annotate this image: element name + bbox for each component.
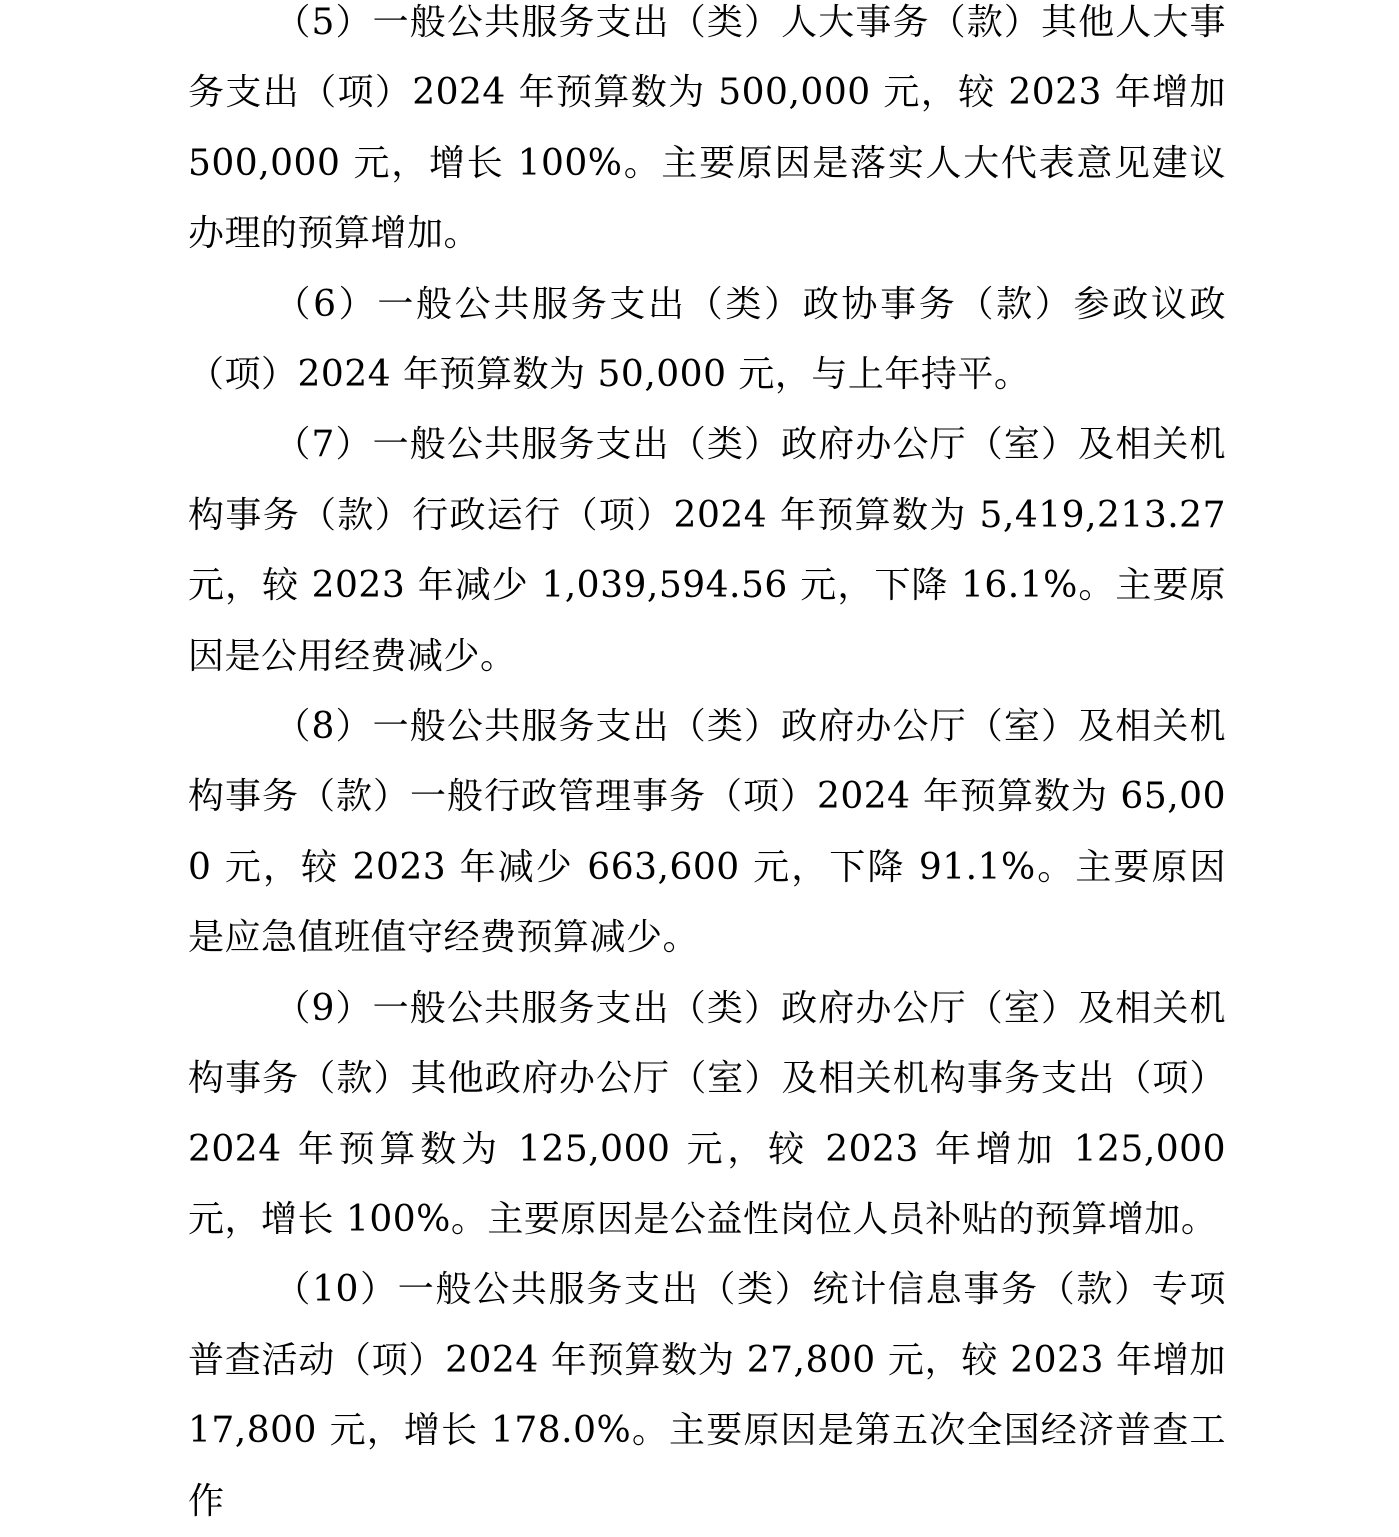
paragraph-item-5: （5）一般公共服务支出（类）人大事务（款）其他人大事务支出（项）2024 年预算数为 500,000 元，较 2023 年增加 500,000 元，增长 100%。主要原因是落实人大代表意见建议办理的预算增加。 bbox=[188, 2, 1226, 255]
paragraph-item-6: （6）一般公共服务支出（类）政协事务（款）参政议政（项）2024 年预算数为 50,000 元，与上年持平。 bbox=[188, 283, 1226, 396]
paragraph-item-8: （8）一般公共服务支出（类）政府办公厅（室）及相关机构事务（款）一般行政管理事务（项）2024 年预算数为 65,000 元，较 2023 年减少 663,600 元，下降 91.1%。主要原因是应急值班值守经费预算减少。 bbox=[188, 706, 1226, 959]
paragraph-item-9: （9）一般公共服务支出（类）政府办公厅（室）及相关机构事务（款）其他政府办公厅（室）及相关机构事务支出（项）2024 年预算数为 125,000 元，较 2023 年增加 125,000 元，增长 100%。主要原因是公益性岗位人员补贴的预算增加。 bbox=[188, 987, 1226, 1240]
document-page bbox=[188, 0, 1226, 1537]
paragraph-item-10: （10）一般公共服务支出（类）统计信息事务（款）专项普查活动（项）2024 年预算数为 27,800 元，较 2023 年增加 17,800 元，增长 178.0%。主要原因是第五次全国经济普查工作 bbox=[188, 1269, 1226, 1522]
paragraph-item-7: （7）一般公共服务支出（类）政府办公厅（室）及相关机构事务（款）行政运行（项）2024 年预算数为 5,419,213.27 元，较 2023 年减少 1,039,594.56 元，下降 16.1%。主要原因是公用经费减少。 bbox=[188, 424, 1226, 677]
